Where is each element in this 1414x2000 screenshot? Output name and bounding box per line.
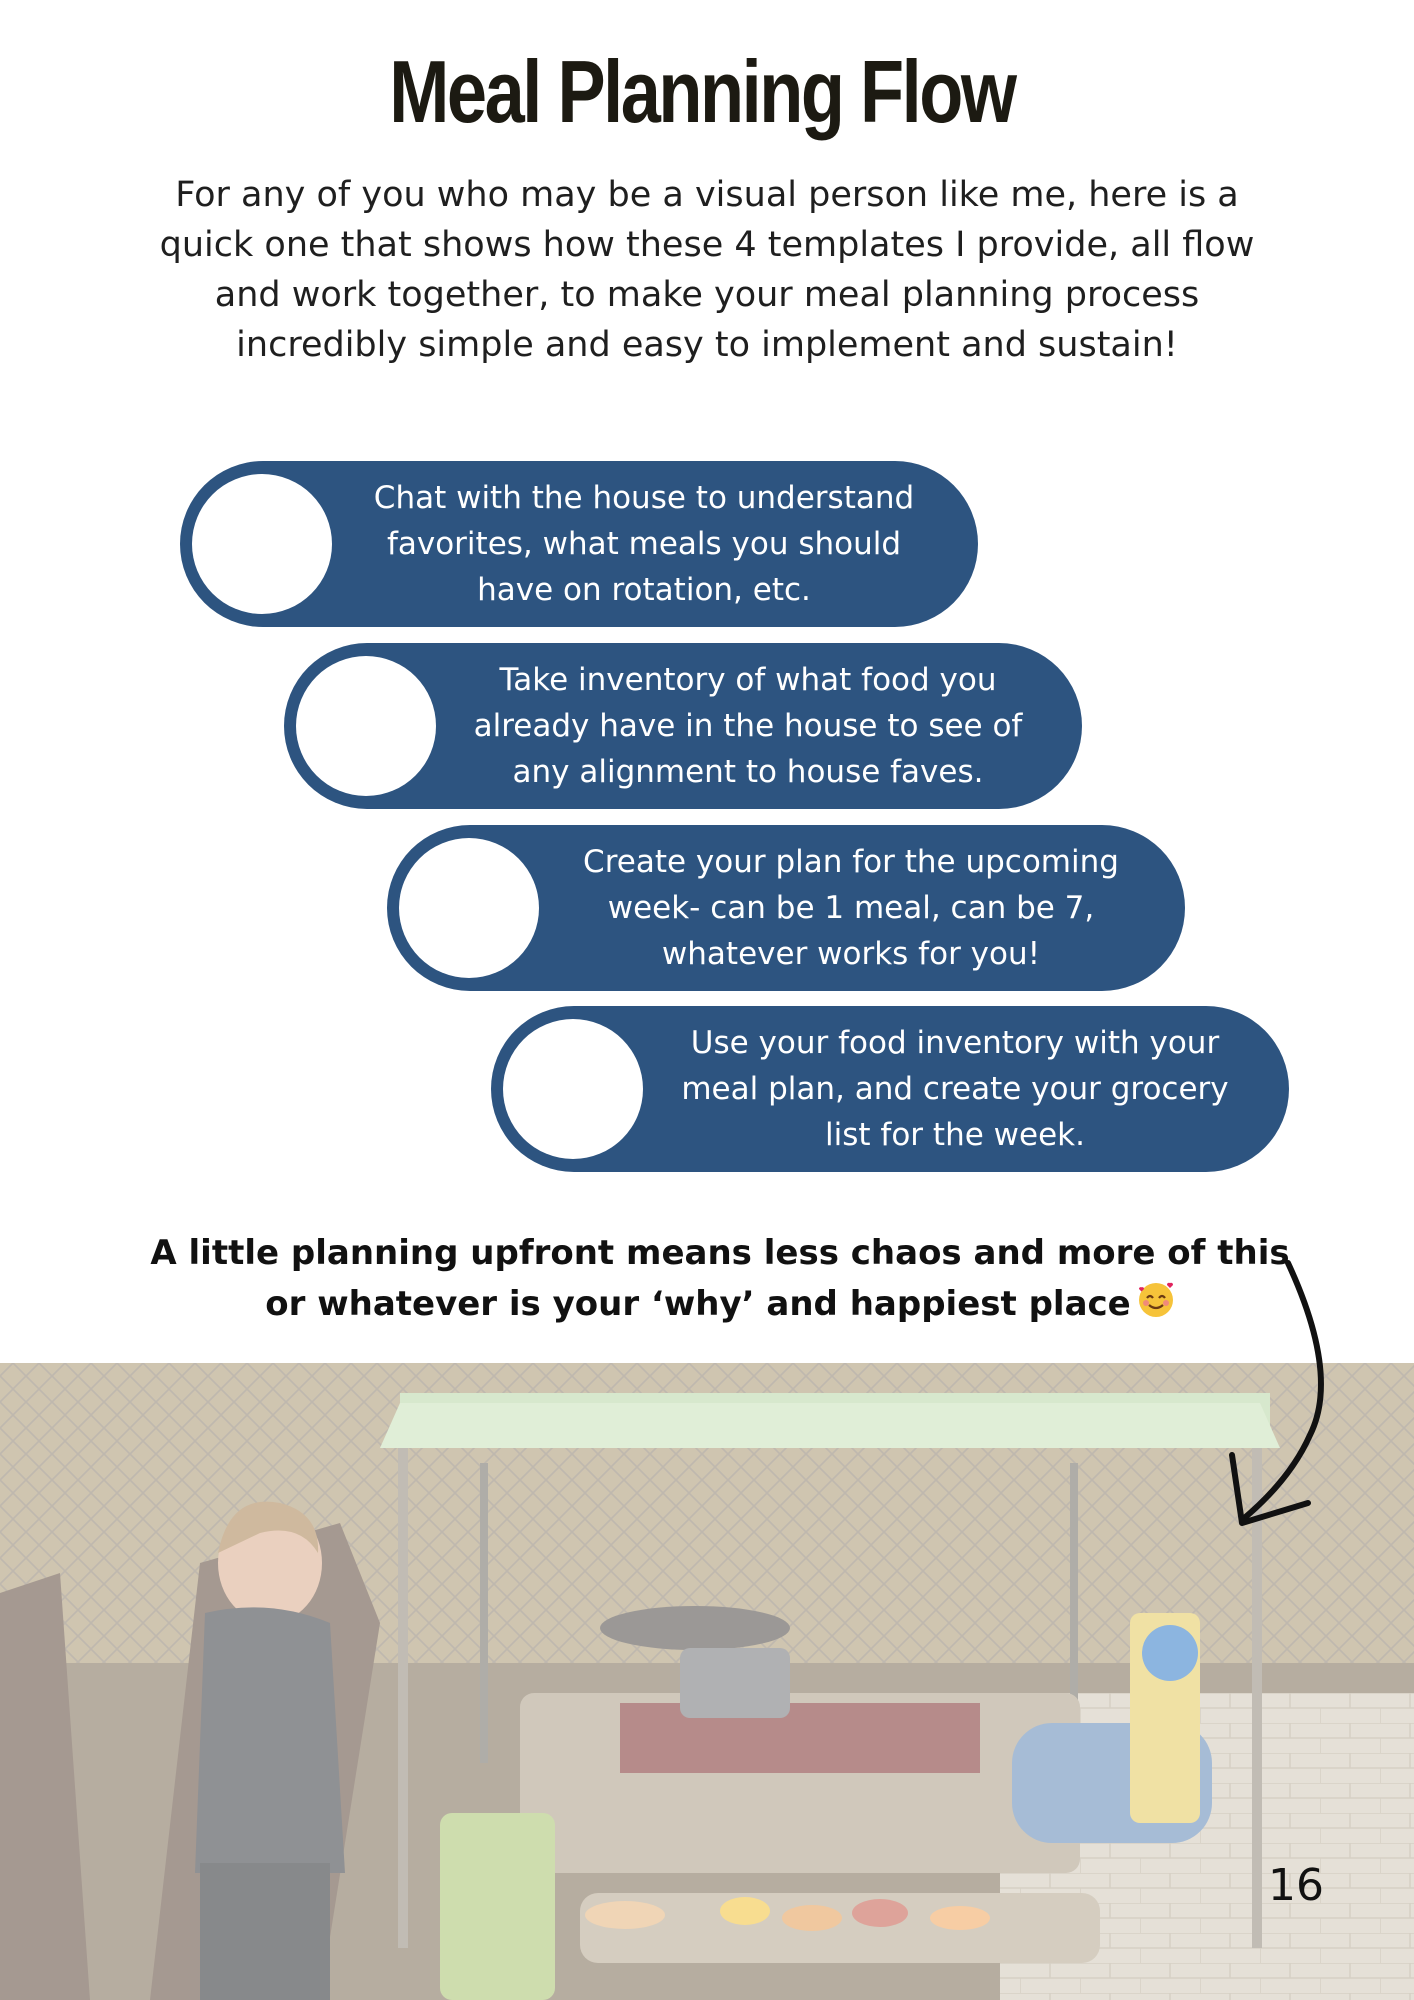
step-3-pill [387,825,1185,991]
step-4-text: Use your food inventory with your meal plan, and create your grocery list for the week. [681,1025,1229,1153]
tagline-line-2: or whatever is your ‘why’ and happiest place [265,1284,1131,1324]
page-title: Meal Planning Flow [389,42,1015,141]
step-1-text: Chat with the house to understand favorites, what meals you should have on rotation, etc. [373,480,915,608]
step-3-circle [399,838,539,978]
step-1-pill [180,461,978,627]
step-2-circle [296,656,436,796]
page-number: 16 [1268,1860,1324,1911]
step-1-circle [192,474,332,614]
backyard-play-kitchen-photo [0,1363,1414,2000]
curved-arrow-down-icon [1220,1255,1340,1549]
tagline [150,1228,1290,1334]
step-2-text: Take inventory of what food you already have in the house to see of any alignment to house faves. [473,662,1023,790]
tagline-line-1: A little planning upfront means less chaos and more of this [150,1233,1290,1273]
step-3-text: Create your plan for the upcoming week- can be 1 meal, can be 7, whatever works for you! [583,844,1119,972]
step-2-pill [284,643,1082,809]
step-4-pill [491,1006,1289,1172]
step-4-circle [503,1019,643,1159]
smiling-face-with-hearts-icon [1137,1281,1175,1334]
intro-paragraph: For any of you who may be a visual person like me, here is a quick one that shows how these 4 templates I provide, all flow and work together, to make your meal planning process incredibly simple and easy to implement and sustain! [159,175,1255,365]
